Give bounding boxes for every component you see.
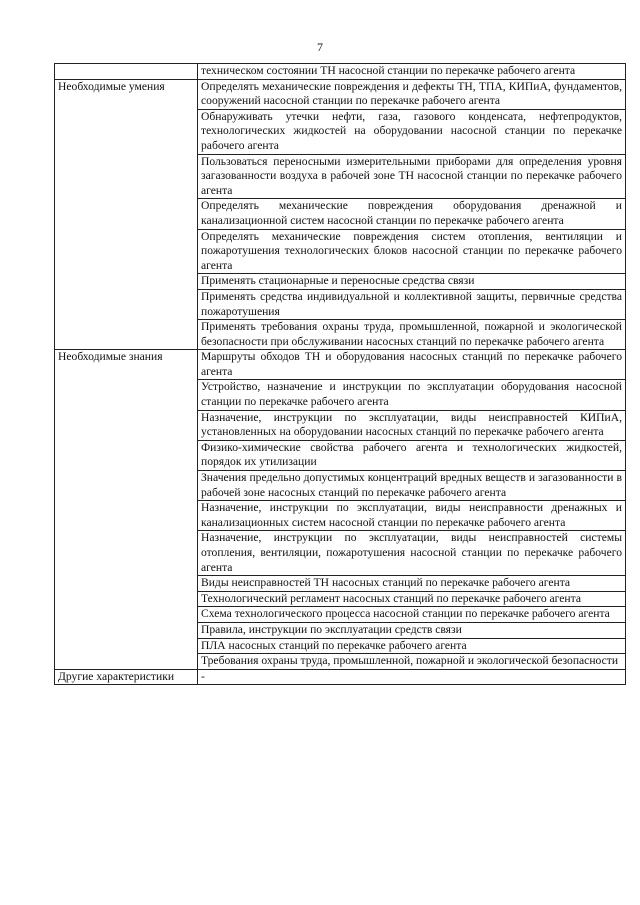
section-label: Другие характеристики <box>55 669 198 685</box>
requirement-text: Назначение, инструкции по эксплуатации, виды неисправностей системы отопления, вентиляции, пожаротушения насосной станции по перекачке рабочего агента <box>198 531 626 576</box>
requirement-text: Определять механические повреждения систем отопления, вентиляции и пожаротушения технологических блоков насосной станции по перекачке рабочего агента <box>198 229 626 274</box>
requirement-text: Правила, инструкции по эксплуатации средств связи <box>198 622 626 638</box>
requirement-text: Обнаруживать утечки нефти, газа, газового конденсата, нефтепродуктов, технологических жидкостей на оборудовании насосной станции по перекачке рабочего агента <box>198 109 626 154</box>
requirement-text: Назначение, инструкции по эксплуатации, виды неисправностей КИПиА, установленных на оборудовании насосных станций по перекачке рабочего агента <box>198 410 626 440</box>
requirement-text: Применять требования охраны труда, промышленной, пожарной и экологической безопасности при обслуживании насосных станций по перекачке рабочего агента <box>198 320 626 350</box>
requirement-text: Применять стационарные и переносные средства связи <box>198 274 626 290</box>
table-row <box>55 350 626 380</box>
requirement-text: Применять средства индивидуальной и коллективной защиты, первичные средства пожаротушения <box>198 289 626 319</box>
requirement-text: ПЛА насосных станций по перекачке рабочего агента <box>198 638 626 654</box>
requirement-text: Маршруты обходов ТН и оборудования насосных станций по перекачке рабочего агента <box>198 350 626 380</box>
requirement-text: Физико-химические свойства рабочего агента и технологических жидкостей, порядок их утилизации <box>198 440 626 470</box>
requirement-text: техническом состоянии ТН насосной станции по перекачке рабочего агента <box>198 64 626 80</box>
table-row <box>55 64 626 80</box>
section-label <box>55 64 198 80</box>
table-row <box>55 79 626 109</box>
requirement-text: Определять механические повреждения оборудования дренажной и канализационной систем насосной станции по перекачке рабочего агента <box>198 199 626 229</box>
requirement-text: Схема технологического процесса насосной станции по перекачке рабочего агента <box>198 607 626 623</box>
section-label: Необходимые умения <box>55 79 198 350</box>
requirement-text: Значения предельно допустимых концентраций вредных веществ и загазованности в рабочей зоне насосных станций по перекачке рабочего агента <box>198 471 626 501</box>
requirement-text: - <box>198 669 626 685</box>
table-row <box>55 669 626 685</box>
requirement-text: Виды неисправностей ТН насосных станций по перекачке рабочего агента <box>198 576 626 592</box>
requirement-text: Требования охраны труда, промышленной, пожарной и экологической безопасности <box>198 654 626 670</box>
section-label: Необходимые знания <box>55 350 198 669</box>
requirements-table <box>54 63 626 685</box>
requirement-text: Устройство, назначение и инструкции по эксплуатации оборудования насосной станции по перекачке рабочего агента <box>198 380 626 410</box>
page-number: 7 <box>317 40 323 54</box>
requirement-text: Технологический регламент насосных станций по перекачке рабочего агента <box>198 591 626 607</box>
requirement-text: Определять механические повреждения и дефекты ТН, ТПА, КИПиА, фундаментов, сооружений насосной станции по перекачке рабочего агента <box>198 79 626 109</box>
requirement-text: Пользоваться переносными измерительными приборами для определения уровня загазованности воздуха в рабочей зоне ТН насосной станции по перекачке рабочего агента <box>198 154 626 199</box>
requirement-text: Назначение, инструкции по эксплуатации, виды неисправности дренажных и канализационных систем насосной станции по перекачке рабочего агента <box>198 501 626 531</box>
